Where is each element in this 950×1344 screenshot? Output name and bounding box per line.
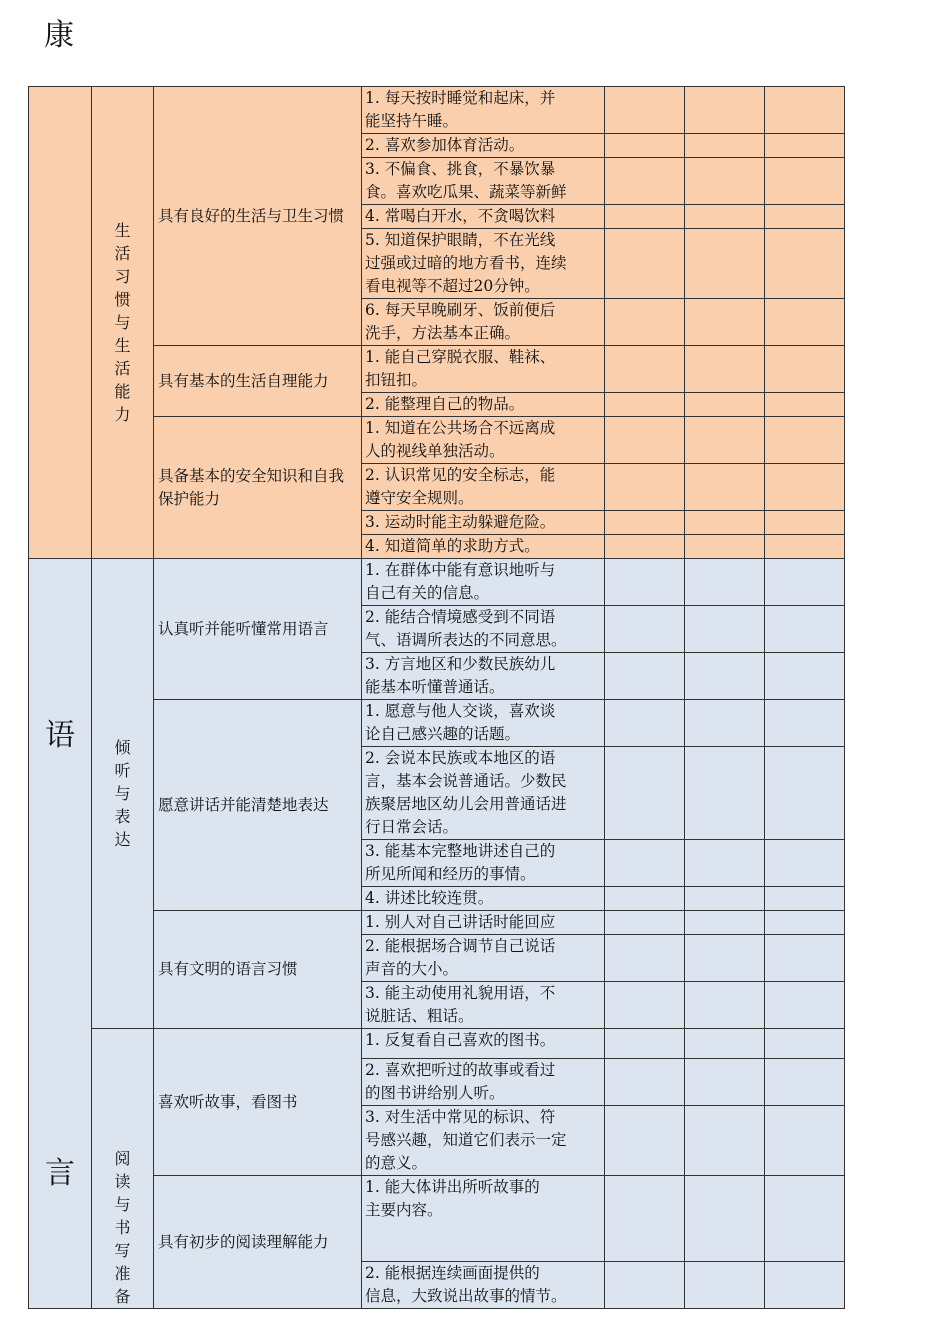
rating-cell[interactable] [605, 205, 685, 229]
criterion-line: 气、语调所表达的不同意思。 [365, 631, 567, 649]
criterion-line: 的意义。 [365, 1154, 428, 1172]
rating-cell[interactable] [685, 346, 765, 393]
rating-cell[interactable] [605, 887, 685, 911]
rating-cell[interactable] [685, 87, 765, 134]
rating-cell[interactable] [685, 840, 765, 887]
criterion-text [362, 229, 605, 299]
rating-cell[interactable] [605, 299, 685, 346]
rating-cell[interactable] [685, 158, 765, 205]
domain-char: 生 [114, 336, 131, 355]
rating-cell[interactable] [605, 911, 685, 935]
criterion-line: 6. 每天早晚刷牙、饭前便后 [365, 301, 556, 319]
criterion-text [362, 982, 605, 1029]
domain-char: 备 [114, 1287, 131, 1306]
domain-char: 习 [114, 267, 131, 286]
rating-cell[interactable] [685, 606, 765, 653]
criterion-line: 2. 喜欢把听过的故事或看过 [365, 1061, 556, 1079]
rating-cell[interactable] [685, 299, 765, 346]
rating-cell[interactable] [765, 229, 845, 299]
rating-cell[interactable] [605, 606, 685, 653]
area-char: 语 [45, 718, 75, 753]
rating-cell[interactable] [685, 1106, 765, 1176]
rating-cell[interactable] [685, 134, 765, 158]
rating-cell[interactable] [685, 205, 765, 229]
rating-cell[interactable] [685, 1029, 765, 1059]
goal-label: 愿意讲话并能清楚地表达 [154, 700, 362, 911]
rating-cell[interactable] [605, 982, 685, 1029]
criterion-line: 3. 能基本完整地讲述自己的 [365, 842, 556, 860]
rating-cell[interactable] [765, 393, 845, 417]
criterion-text [362, 935, 605, 982]
table-row [29, 559, 845, 606]
domain-char: 写 [114, 1241, 131, 1260]
criterion-line: 1. 在群体中能有意识地听与 [365, 561, 556, 579]
rating-cell[interactable] [685, 1262, 765, 1309]
criterion-line: 4. 知道简单的求助方式。 [365, 537, 540, 555]
criterion-line: 1. 反复看自己喜欢的图书。 [365, 1031, 556, 1049]
area-char: 言 [45, 1156, 75, 1191]
criterion-line: 能坚持午睡。 [365, 112, 459, 130]
criterion-line: 2. 认识常见的安全标志，能 [365, 466, 556, 484]
criterion-text [362, 87, 605, 134]
rating-cell[interactable] [685, 535, 765, 559]
rating-cell[interactable] [685, 887, 765, 911]
criterion-line: 自己有关的信息。 [365, 584, 490, 602]
rating-cell[interactable] [605, 1029, 685, 1059]
rating-cell[interactable] [605, 535, 685, 559]
criterion-line: 族聚居地区幼儿会用普通话进 [365, 795, 567, 813]
rating-cell[interactable] [765, 511, 845, 535]
criterion-line: 声音的大小。 [365, 960, 459, 978]
rating-cell[interactable] [605, 653, 685, 700]
table-row [29, 1029, 845, 1059]
rating-cell[interactable] [605, 1176, 685, 1262]
criterion-line: 号感兴趣，知道它们表示一定 [365, 1131, 567, 1149]
criterion-line: 1. 每天按时睡觉和起床，并 [365, 89, 556, 107]
rating-cell[interactable] [765, 299, 845, 346]
domain-char: 表 [114, 807, 131, 826]
rating-cell[interactable] [685, 982, 765, 1029]
rating-cell[interactable] [685, 511, 765, 535]
criterion-line: 2. 能根据场合调节自己说话 [365, 937, 556, 955]
criterion-line: 过强或过暗的地方看书，连续 [365, 254, 567, 272]
rating-cell[interactable] [605, 464, 685, 511]
criterion-text [362, 1106, 605, 1176]
rating-cell[interactable] [765, 747, 845, 840]
criterion-line: 食。喜欢吃瓜果、蔬菜等新鲜 [365, 183, 567, 201]
domain-char: 活 [114, 244, 131, 263]
criterion-line: 3. 能主动使用礼貌用语，不 [365, 984, 556, 1002]
criterion-text [362, 1029, 605, 1059]
criterion-line: 1. 能自己穿脱衣服、鞋袜、 [365, 348, 556, 366]
page-heading-char: 康 [44, 18, 74, 53]
criterion-line: 2. 能根据连续画面提供的 [365, 1264, 540, 1282]
rating-cell[interactable] [685, 747, 765, 840]
domain-char: 听 [114, 761, 131, 780]
rating-cell[interactable] [765, 417, 845, 464]
rating-cell[interactable] [605, 1106, 685, 1176]
domain-char: 准 [114, 1264, 131, 1283]
assessment-table [28, 86, 845, 1309]
rating-cell[interactable] [765, 87, 845, 134]
rating-cell[interactable] [685, 464, 765, 511]
rating-cell[interactable] [765, 464, 845, 511]
rating-cell[interactable] [605, 840, 685, 887]
rating-cell[interactable] [685, 1176, 765, 1262]
criterion-line: 行日常会话。 [365, 818, 459, 836]
criterion-text [362, 1176, 605, 1262]
domain-label [92, 559, 154, 1029]
rating-cell[interactable] [605, 1262, 685, 1309]
rating-cell[interactable] [605, 559, 685, 606]
criterion-line: 3. 运动时能主动躲避危险。 [365, 513, 556, 531]
criterion-line: 1. 能大体讲出所听故事的 [365, 1178, 540, 1196]
rating-cell[interactable] [765, 535, 845, 559]
criterion-line: 信息，大致说出故事的情节。 [365, 1287, 567, 1305]
domain-char: 活 [114, 359, 131, 378]
domain-label [92, 1029, 154, 1309]
goal-label: 具有良好的生活与卫生习惯 [154, 87, 362, 346]
criterion-text [362, 1262, 605, 1309]
rating-cell[interactable] [685, 1059, 765, 1106]
criterion-line: 5. 知道保护眼睛，不在光线 [365, 231, 556, 249]
rating-cell[interactable] [765, 911, 845, 935]
criterion-line: 论自己感兴趣的话题。 [365, 725, 521, 743]
domain-char: 能 [114, 382, 131, 401]
criterion-line: 2. 会说本民族或本地区的语 [365, 749, 556, 767]
criterion-line: 主要内容。 [365, 1201, 443, 1219]
criterion-line: 洗手，方法基本正确。 [365, 324, 521, 342]
criterion-line: 3. 不偏食、挑食，不暴饮暴 [365, 160, 556, 178]
rating-cell[interactable] [605, 935, 685, 982]
rating-cell[interactable] [605, 87, 685, 134]
domain-char: 书 [114, 1218, 131, 1237]
criterion-line: 的图书讲给别人听。 [365, 1084, 505, 1102]
area-cell-health [29, 87, 92, 559]
criterion-text [362, 747, 605, 840]
criterion-text [362, 700, 605, 747]
rating-cell[interactable] [605, 1059, 685, 1106]
criterion-line: 所见所闻和经历的事情。 [365, 865, 536, 883]
criterion-text [362, 606, 605, 653]
rating-cell[interactable] [765, 840, 845, 887]
rating-cell[interactable] [605, 511, 685, 535]
rating-cell[interactable] [765, 1106, 845, 1176]
criterion-text [362, 535, 605, 559]
rating-cell[interactable] [685, 935, 765, 982]
criterion-line: 2. 能整理自己的物品。 [365, 395, 525, 413]
domain-char: 与 [114, 313, 131, 332]
criterion-line: 言，基本会说普通话。少数民 [365, 772, 567, 790]
criterion-line: 3. 对生活中常见的标识、符 [365, 1108, 556, 1126]
rating-cell[interactable] [605, 417, 685, 464]
criterion-text [362, 134, 605, 158]
rating-cell[interactable] [765, 1262, 845, 1309]
domain-char: 倾 [114, 738, 131, 757]
criterion-line: 看电视等不超过20分钟。 [365, 277, 540, 295]
rating-cell[interactable] [765, 935, 845, 982]
criterion-text [362, 887, 605, 911]
rating-cell[interactable] [685, 700, 765, 747]
criterion-text [362, 417, 605, 464]
rating-cell[interactable] [605, 134, 685, 158]
rating-cell[interactable] [765, 158, 845, 205]
rating-cell[interactable] [765, 1029, 845, 1059]
domain-char: 惯 [114, 290, 131, 309]
rating-cell[interactable] [765, 606, 845, 653]
rating-cell[interactable] [685, 653, 765, 700]
goal-label: 具备基本的安全知识和自我保护能力 [154, 417, 362, 559]
rating-cell[interactable] [605, 158, 685, 205]
criterion-text [362, 299, 605, 346]
rating-cell[interactable] [765, 559, 845, 606]
criterion-text [362, 158, 605, 205]
criterion-line: 1. 愿意与他人交谈，喜欢谈 [365, 702, 556, 720]
goal-label: 具有文明的语言习惯 [154, 911, 362, 1029]
criterion-text [362, 464, 605, 511]
criterion-line: 1. 知道在公共场合不远离成 [365, 419, 556, 437]
criterion-line: 4. 常喝白开水，不贪喝饮料 [365, 207, 556, 225]
rating-cell[interactable] [765, 1176, 845, 1262]
criterion-line: 能基本听懂普通话。 [365, 678, 505, 696]
goal-label: 喜欢听故事，看图书 [154, 1029, 362, 1176]
domain-char: 生 [114, 221, 131, 240]
rating-cell[interactable] [605, 346, 685, 393]
domain-char: 达 [114, 830, 131, 849]
goal-label: 具有基本的生活自理能力 [154, 346, 362, 417]
rating-cell[interactable] [605, 747, 685, 840]
criterion-line: 扣钮扣。 [365, 371, 428, 389]
criterion-text [362, 559, 605, 606]
criterion-line: 3. 方言地区和少数民族幼儿 [365, 655, 556, 673]
criterion-text [362, 653, 605, 700]
rating-cell[interactable] [765, 134, 845, 158]
criterion-text [362, 205, 605, 229]
domain-char: 阅 [114, 1149, 131, 1168]
rating-cell[interactable] [765, 887, 845, 911]
domain-char: 读 [114, 1172, 131, 1191]
criterion-text [362, 840, 605, 887]
rating-cell[interactable] [685, 559, 765, 606]
criterion-text [362, 911, 605, 935]
criterion-text [362, 346, 605, 393]
rating-cell[interactable] [605, 700, 685, 747]
criterion-line: 说脏话、粗话。 [365, 1007, 474, 1025]
criterion-line: 人的视线单独活动。 [365, 442, 505, 460]
rating-cell[interactable] [605, 229, 685, 299]
criterion-line: 2. 能结合情境感受到不同语 [365, 608, 556, 626]
domain-label [92, 87, 154, 559]
domain-char: 与 [114, 784, 131, 803]
rating-cell[interactable] [685, 911, 765, 935]
goal-label: 具有初步的阅读理解能力 [154, 1176, 362, 1309]
rating-cell[interactable] [685, 417, 765, 464]
criterion-line: 2. 喜欢参加体育活动。 [365, 136, 525, 154]
rating-cell[interactable] [765, 653, 845, 700]
goal-label: 认真听并能听懂常用语言 [154, 559, 362, 700]
domain-char: 力 [114, 405, 131, 424]
area-cell-language [29, 559, 92, 1309]
criterion-text [362, 1059, 605, 1106]
rating-cell[interactable] [765, 700, 845, 747]
rating-cell[interactable] [765, 205, 845, 229]
rating-cell[interactable] [605, 393, 685, 417]
criterion-line: 遵守安全规则。 [365, 489, 474, 507]
criterion-text [362, 393, 605, 417]
rating-cell[interactable] [765, 346, 845, 393]
criterion-line: 1. 别人对自己讲话时能回应 [365, 913, 556, 931]
criterion-line: 4. 讲述比较连贯。 [365, 889, 494, 907]
table-row [29, 87, 845, 134]
criterion-text [362, 511, 605, 535]
rating-cell[interactable] [685, 393, 765, 417]
rating-cell[interactable] [765, 982, 845, 1029]
domain-char: 与 [114, 1195, 131, 1214]
rating-cell[interactable] [765, 1059, 845, 1106]
rating-cell[interactable] [685, 229, 765, 299]
